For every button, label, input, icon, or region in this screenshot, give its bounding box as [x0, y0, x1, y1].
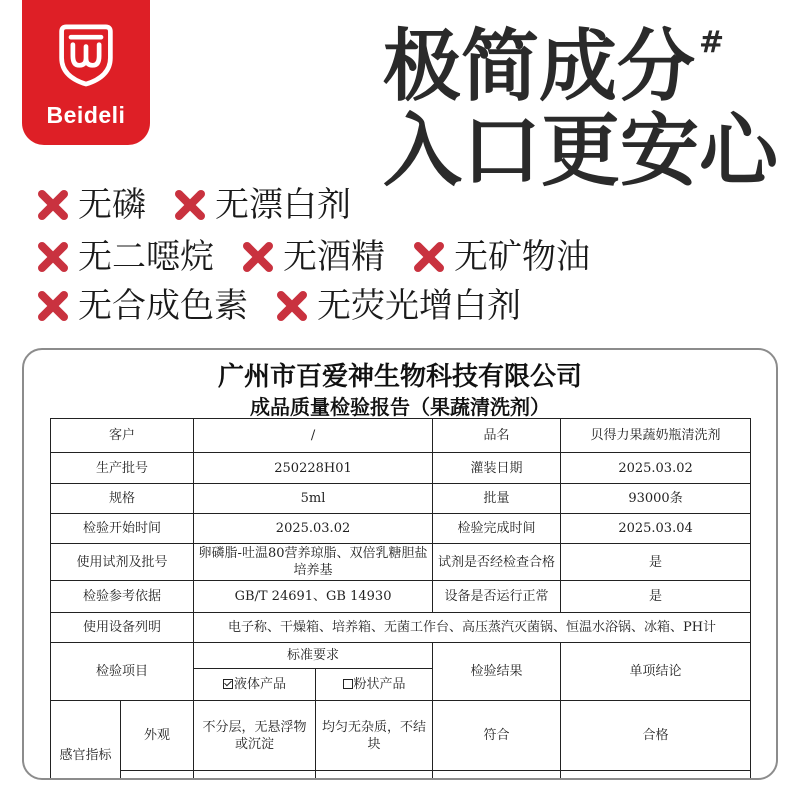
cross-icon: [35, 288, 71, 324]
table-row: [51, 613, 751, 643]
free-from-item: [172, 185, 351, 225]
column-header-standard: 标准要求: [194, 643, 433, 669]
table-cell-empty: [194, 771, 316, 781]
field-label: 检验完成时间: [433, 514, 561, 544]
free-from-item: [35, 185, 146, 225]
table-row: [51, 419, 751, 453]
product-type-option: [194, 669, 316, 701]
equipment-list: 电子称、干燥箱、培养箱、无菌工作台、高压蒸汽灭菌锅、恒温水浴锅、冰箱、PH计: [194, 613, 751, 643]
free-from-item: [35, 286, 248, 326]
shield-logo-icon: [56, 22, 116, 88]
headline-line-2: 入口更安心: [383, 105, 778, 197]
field-value: 250228H01: [194, 453, 433, 484]
field-label: 设备是否运行正常: [433, 581, 561, 613]
company-name: 广州市百爱神生物科技有限公司: [217, 362, 582, 392]
table-row: [51, 701, 751, 771]
field-label: 批量: [433, 484, 561, 514]
free-from-row: [35, 237, 590, 277]
field-value: 是: [561, 544, 751, 581]
field-label: 检验开始时间: [51, 514, 194, 544]
table-header-row: [51, 643, 751, 669]
indicator-result: 符合: [433, 701, 561, 771]
field-label: 灌装日期: [433, 453, 561, 484]
free-from-label: 无酒精: [283, 237, 385, 277]
indicator-item: 外观: [121, 701, 194, 771]
brand-name: Beideli: [46, 102, 126, 128]
field-value: 5ml: [194, 484, 433, 514]
field-label: 客户: [51, 419, 194, 453]
free-from-row: [35, 185, 351, 225]
free-from-item: [411, 237, 590, 277]
indicator-conclusion: 合格: [561, 701, 751, 771]
field-label: 试剂是否经检查合格: [433, 544, 561, 581]
table-row: [51, 581, 751, 613]
field-label: 品名: [433, 419, 561, 453]
cross-icon: [240, 239, 276, 275]
checkbox-unchecked: [343, 679, 353, 689]
table-cell-empty: [121, 771, 194, 781]
table-cell-empty: [433, 771, 561, 781]
cross-icon: [411, 239, 447, 275]
free-from-label: 无漂白剂: [215, 185, 351, 225]
free-from-item: [35, 237, 214, 277]
free-from-label: 无矿物油: [454, 237, 590, 277]
cross-icon: [35, 187, 71, 223]
column-header-result: 检验结果: [433, 643, 561, 701]
indicator-category: 感官指标: [51, 701, 121, 781]
field-value: 93000条: [561, 484, 751, 514]
product-type-label: 液体产品: [234, 677, 287, 692]
report-title: 成品质量检验报告（果蔬清洗剂）: [250, 395, 550, 419]
table-row: [51, 453, 751, 484]
table-cell-empty: [561, 771, 751, 781]
field-value: GB/T 24691、GB 14930: [194, 581, 433, 613]
cross-icon: [274, 288, 310, 324]
field-value: 贝得力果蔬奶瓶清洗剂: [561, 419, 751, 453]
column-header-item: 检验项目: [51, 643, 194, 701]
table-cell-empty: [316, 771, 433, 781]
headline-footnote-mark: #: [699, 25, 725, 60]
table-row: [51, 514, 751, 544]
checkbox-checked: [223, 679, 233, 689]
cross-icon: [35, 239, 71, 275]
inspection-report-card: [22, 348, 778, 780]
column-header-conclusion: 单项结论: [561, 643, 751, 701]
powder-standard: 均匀无杂质，不结块: [316, 701, 433, 771]
field-value: /: [194, 419, 433, 453]
liquid-standard: 不分层，无悬浮物或沉淀: [194, 701, 316, 771]
field-value: 2025.03.02: [561, 453, 751, 484]
field-value: 2025.03.04: [561, 514, 751, 544]
brand-badge: [22, 0, 150, 145]
inspection-table: [50, 418, 751, 780]
free-from-label: 无磷: [78, 185, 146, 225]
field-label: 使用设备列明: [51, 613, 194, 643]
field-label: 规格: [51, 484, 194, 514]
product-type-label: 粉状产品: [353, 677, 406, 692]
cross-icon: [172, 187, 208, 223]
free-from-item: [240, 237, 385, 277]
table-row: [51, 484, 751, 514]
field-value: 是: [561, 581, 751, 613]
field-value: 2025.03.02: [194, 514, 433, 544]
field-value: 卵磷脂-吐温80营养琼脂、双倍乳糖胆盐培养基: [194, 544, 433, 581]
product-type-option: [316, 669, 433, 701]
free-from-item: [274, 286, 521, 326]
free-from-label: 无合成色素: [78, 286, 248, 326]
table-row: [51, 771, 751, 781]
field-label: 生产批号: [51, 453, 194, 484]
field-label: 检验参考依据: [51, 581, 194, 613]
free-from-row: [35, 286, 521, 326]
headline-line-1: 极简成分: [383, 22, 696, 112]
table-row: [51, 544, 751, 581]
free-from-label: 无二噁烷: [78, 237, 214, 277]
field-label: 使用试剂及批号: [51, 544, 194, 581]
free-from-label: 无荧光增白剂: [317, 286, 521, 326]
